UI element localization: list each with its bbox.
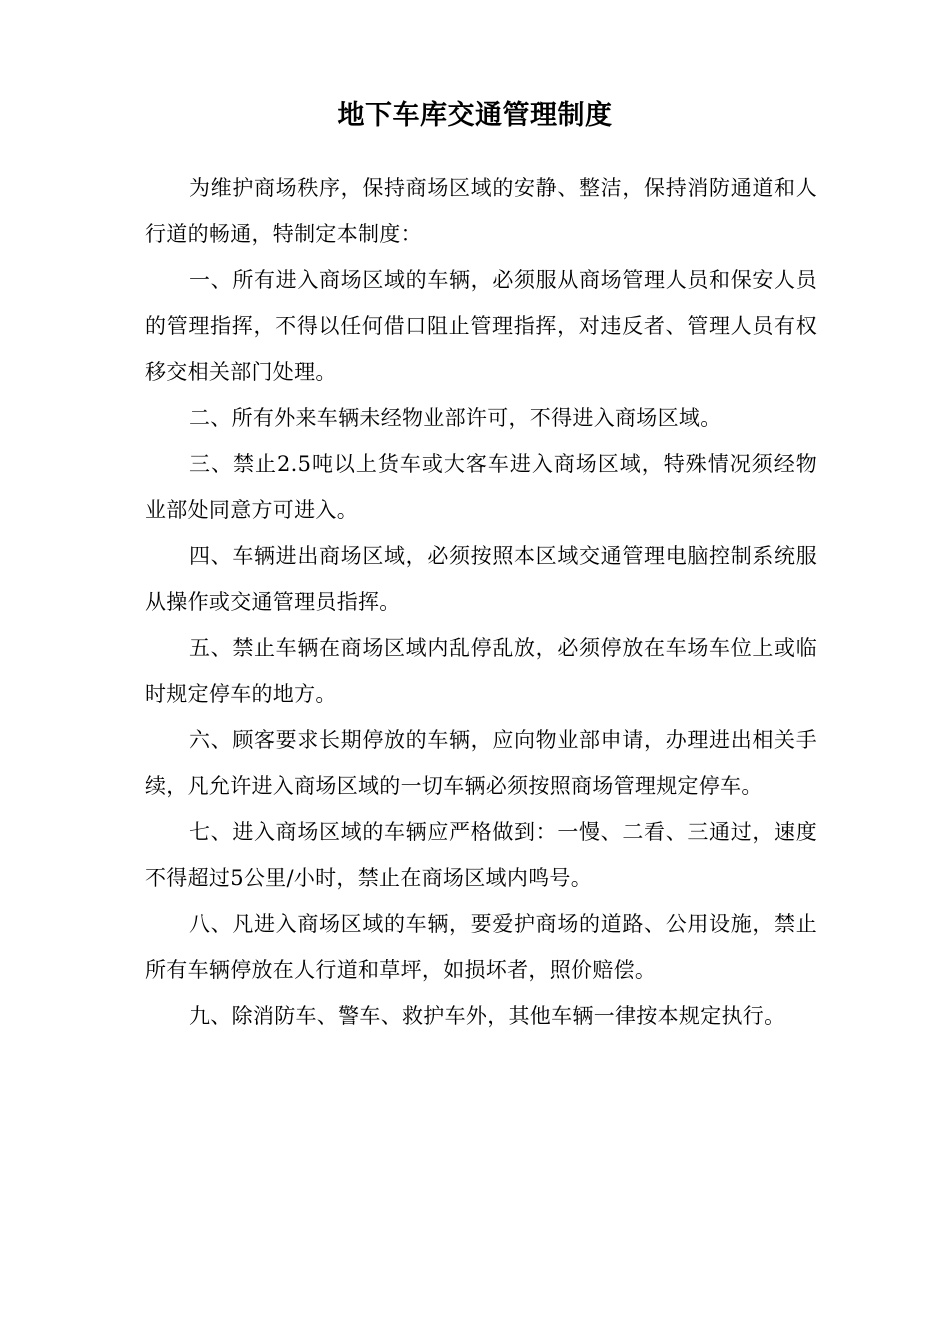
rule-paragraph-9: 九、除消防车、警车、救护车外，其他车辆一律按本规定执行。 — [189, 1004, 786, 1028]
rule-paragraph-6: 六、顾客要求长期停放的车辆，应向物业部申请，办理进出相关手续，凡允许进入商场区域的一切车辆必须按照商场管理规定停车。 — [145, 728, 817, 798]
rule-paragraph-3: 三、禁止2.5吨以上货车或大客车进入商场区域，特殊情况须经物业部处同意方可进入。 — [145, 452, 817, 522]
rule-paragraph-8: 八、凡进入商场区域的车辆，要爱护商场的道路、公用设施，禁止所有车辆停放在人行道和草坪，如损坏者，照价赔偿。 — [145, 912, 817, 982]
rule-paragraph-1: 一、所有进入商场区域的车辆，必须服从商场管理人员和保安人员的管理指挥，不得以任何借口阻止管理指挥，对违反者、管理人员有权移交相关部门处理。 — [145, 268, 817, 384]
document-body — [145, 165, 817, 1039]
rule-paragraph-2: 二、所有外来车辆未经物业部许可，不得进入商场区域。 — [189, 406, 722, 430]
intro-paragraph: 为维护商场秩序，保持商场区域的安静、整洁，保持消防通道和人行道的畅通，特制定本制度： — [145, 176, 817, 246]
rule-paragraph-4: 四、车辆进出商场区域，必须按照本区域交通管理电脑控制系统服从操作或交通管理员指挥。 — [145, 544, 817, 614]
document-title: 地下车库交通管理制度 — [337, 100, 613, 131]
rule-paragraph-5: 五、禁止车辆在商场区域内乱停乱放，必须停放在车场车位上或临时规定停车的地方。 — [145, 636, 817, 706]
rule-paragraph-7: 七、进入商场区域的车辆应严格做到：一慢、二看、三通过，速度不得超过5公里/小时，禁止在商场区域内鸣号。 — [145, 820, 817, 890]
